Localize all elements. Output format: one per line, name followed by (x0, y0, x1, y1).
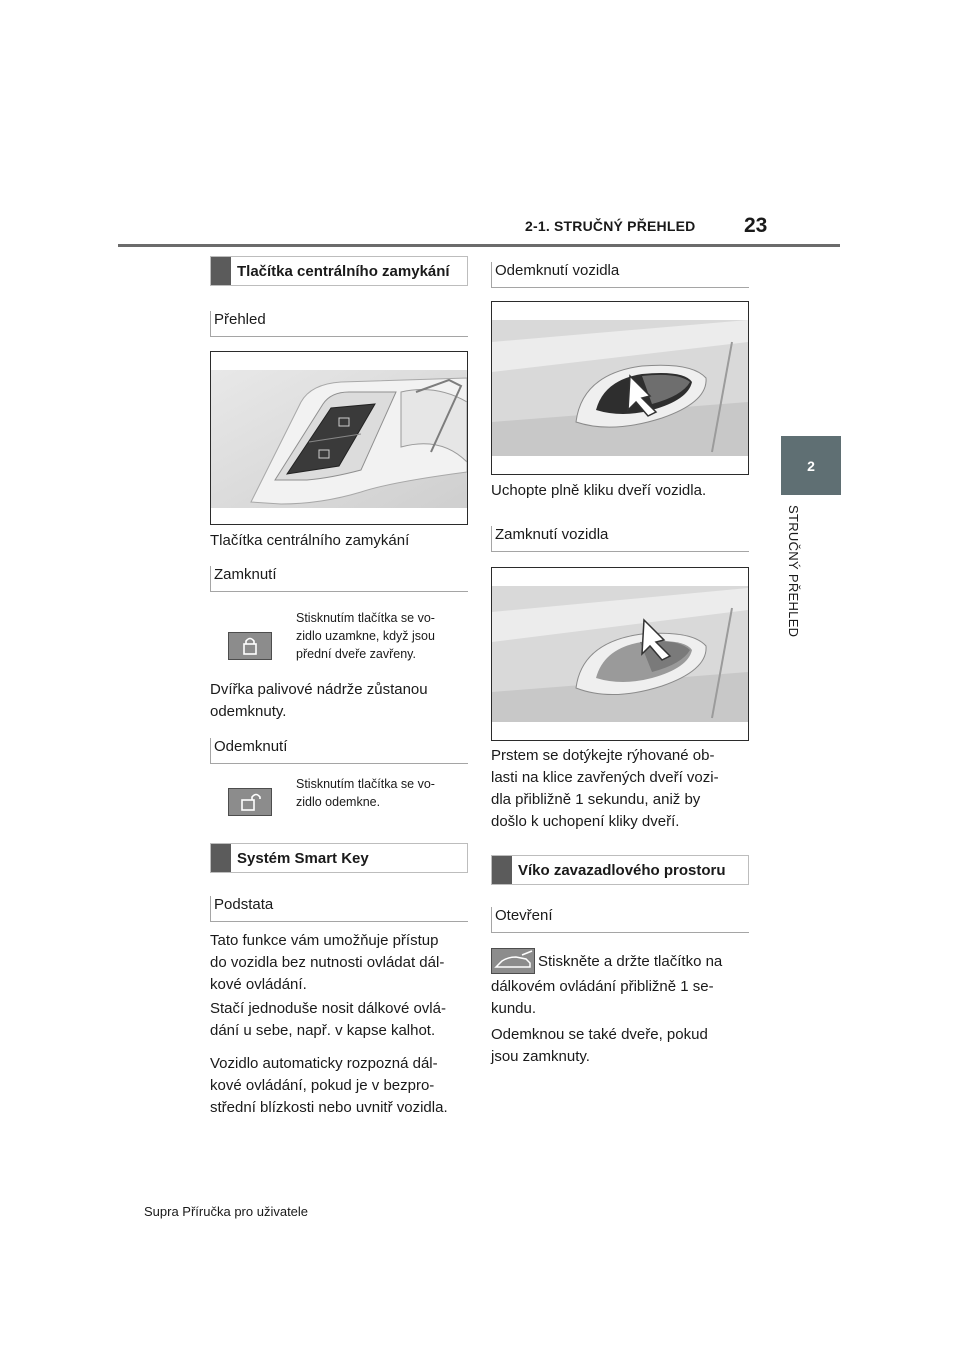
lock-description: Stisknutím tlačítka se vo- zidlo uzamkne, když jsou přední dveře zavřeny. (296, 611, 435, 661)
smart-key-paragraph-3: Vozidlo automaticky rozpozná dál- kové ovládání, pokud je v bezpro- střední blízkosti nebo uvnitř vozidla. (210, 1055, 448, 1116)
principle-subheading: Podstata (210, 896, 468, 922)
trunk-note: Odemknou se také dveře, pokud jsou zamknuty. (491, 1026, 708, 1065)
door-handle-grip-image (491, 301, 749, 475)
central-locking-caption: Tlačítka centrálního zamykání (210, 532, 410, 549)
smart-key-paragraph-2: Stačí jednoduše nosit dálkové ovlá- dání u sebe, např. v kapse kalhot. (210, 1000, 446, 1039)
overview-subheading: Přehled (210, 311, 468, 337)
section-title: 2-1. STRUČNÝ PŘEHLED (525, 218, 696, 234)
central-locking-heading: Tlačítka centrálního zamykání (210, 256, 468, 286)
trunk-button-icon (491, 948, 535, 974)
door-lock-buttons-image (210, 351, 468, 525)
chapter-tab: 2 (781, 436, 841, 495)
unlock-vehicle-subheading: Odemknutí vozidla (491, 262, 749, 288)
lock-vehicle-caption: Prstem se dotýkejte rýhované ob- lasti na klice zavřených dveří vozi- dla přibližně 1 sekundu, aniž by došlo k uchopení kliky dveří. (491, 747, 719, 830)
open-subheading: Otevření (491, 907, 749, 933)
chapter-label: STRUČNÝ PŘEHLED (786, 505, 801, 638)
door-handle-touch-image (491, 567, 749, 741)
fuel-door-note: Dvířka palivové nádrže zůstanou odemknuty. (210, 681, 428, 720)
lock-icon (228, 632, 272, 660)
unlock-vehicle-caption: Uchopte plně kliku dveří vozidla. (491, 482, 707, 499)
page-number: 23 (744, 214, 768, 237)
unlock-description: Stisknutím tlačítka se vo- zidlo odemkne. (296, 777, 435, 809)
unlock-subheading: Odemknutí (210, 738, 468, 764)
header-divider (118, 244, 840, 247)
lock-subheading: Zamknutí (210, 566, 468, 592)
smart-key-heading: Systém Smart Key (210, 843, 468, 873)
smart-key-paragraph-1: Tato funkce vám umožňuje přístup do vozidla bez nutnosti ovládat dál- kové ovládání. (210, 932, 445, 993)
unlock-icon (228, 788, 272, 816)
lock-vehicle-subheading: Zamknutí vozidla (491, 526, 749, 552)
trunk-instruction: dálkovém ovládání přibližně 1 se- kundu. (491, 978, 714, 1017)
trunk-heading: Víko zavazadlového prostoru (491, 855, 749, 885)
trunk-instruction-first-line: Stiskněte a držte tlačítko na (538, 953, 723, 970)
footer-text: Supra Příručka pro uživatele (144, 1204, 309, 1219)
